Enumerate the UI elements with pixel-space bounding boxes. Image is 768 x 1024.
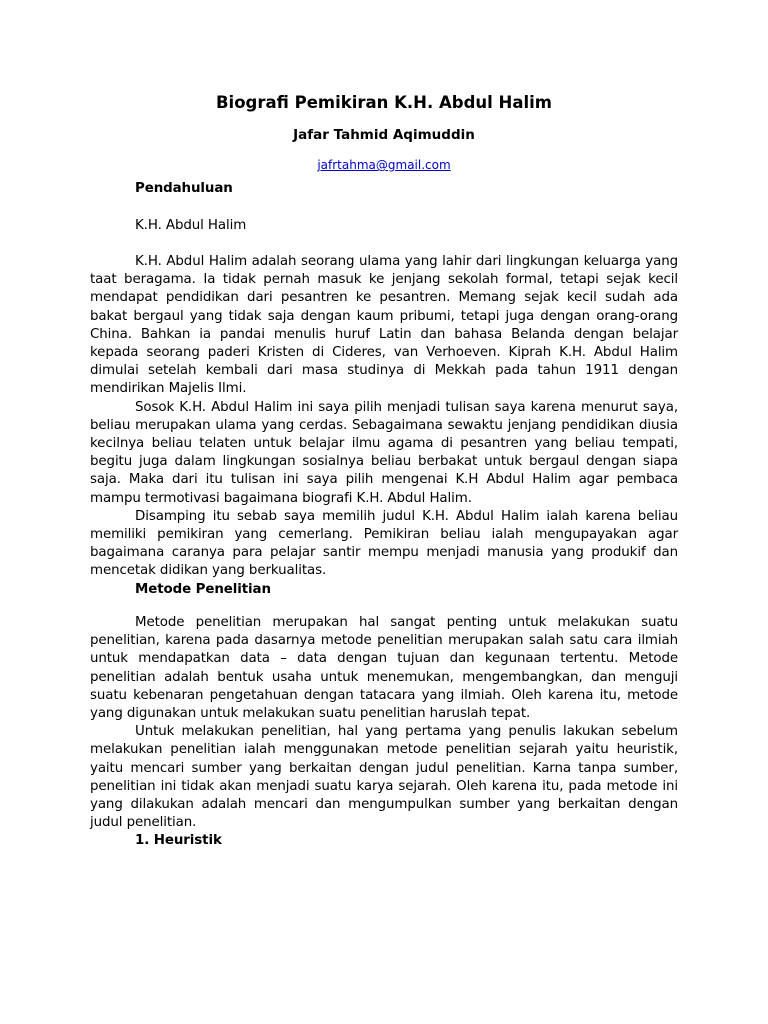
intro-paragraph-1: K.H. Abdul Halim adalah seorang ulama yang lahir dari lingkungan keluarga yang taat beragama. Ia tidak pernah masuk ke jenjang sekolah formal, tetapi sejak kecil mendapat pendidikan dari pesantren ke pesantren. Memang sejak kecil sudah ada bakat bergaul yang tidak saja dengan kaum pribumi, tetapi juga dengan orang-orang China. Bahkan ia pandai menulis huruf Latin dan bahasa Belanda dengan belajar kepada seorang paderi Kristen di Cideres, van Verhoeven. Kiprah K.H. Abdul Halim dimulai setelah kembali dari masa studinya di Mekkah pada tahun 1911 dengan mendirikan Majelis Ilmi. xyxy=(90,254,678,397)
method-heading: Metode Penelitian xyxy=(135,581,271,597)
intro-heading: Pendahuluan xyxy=(135,181,233,196)
subject-name-block xyxy=(90,217,678,235)
method-section xyxy=(90,614,678,851)
author-email xyxy=(0,158,768,172)
intro-heading-block xyxy=(90,180,678,198)
subject-name: K.H. Abdul Halim xyxy=(135,218,247,233)
intro-paragraph-3: Disamping itu sebab saya memilih judul K.H. Abdul Halim ialah karena beliau memiliki pemikiran yang cemerlang. Pemikiran beliau ialah mengupayakan agar bagaimana caranya para pelajar santir mempu menjadi manusia yang produkif dan mencetak didikan yang berkualitas. xyxy=(90,508,678,579)
intro-paragraph-2: Sosok K.H. Abdul Halim ini saya pilih menjadi tulisan saya karena menurut saya, beliau merupakan ulama yang cerdas. Sebagaimana sewaktu jenjang pendidikan diusia kecilnya beliau telaten untuk belajar ilmu agama di pesantren yang beliau tempati, begitu juga dalam lingkungan sosialnya beliau berbakat untuk bergaul dengan siapa saja. Maka dari itu tulisan ini saya pilih mengenai K.H Abdul Halim agar pembaca mampu termotivasi bagaimana biografi K.H. Abdul Halim. xyxy=(90,399,678,506)
intro-section xyxy=(90,253,678,599)
method-paragraph-2: Untuk melakukan penelitian, hal yang pertama yang penulis lakukan sebelum melakukan penelitian ialah menggunakan metode penelitian sejarah yaitu heuristik, yaitu mencari sumber yang berkaitan dengan judul penelitian. Karna tanpa sumber, penelitian ini tidak akan menjadi suatu karya sejarah. Oleh karena itu, pada metode ini yang dilakukan adalah mencari dan mengumpulkan sumber yang berkaitan dengan judul penelitian. xyxy=(90,724,678,831)
list-item-heuristik: 1. Heuristik xyxy=(135,833,222,849)
document-title: Biografi Pemikiran K.H. Abdul Halim xyxy=(215,93,552,112)
method-paragraph-1: Metode penelitian merupakan hal sangat penting untuk melakukan suatu penelitian, karena pada dasarnya metode penelitian merupakan salah satu cara ilmiah untuk mendapatkan data – data dengan tujuan dan kegunaan tertentu. Metode penelitian adalah bentuk usaha untuk menemukan, mengembangkan, dan menguji suatu kebenaran pengetahuan dengan tatacara yang ilmiah. Oleh karena itu, metode yang digunakan untuk melakukan suatu penelitian haruslah tepat. xyxy=(90,615,678,722)
email-link[interactable]: jafrtahma@gmail.com xyxy=(317,158,451,172)
author-name: Jafar Tahmid Aqimuddin xyxy=(293,127,475,143)
